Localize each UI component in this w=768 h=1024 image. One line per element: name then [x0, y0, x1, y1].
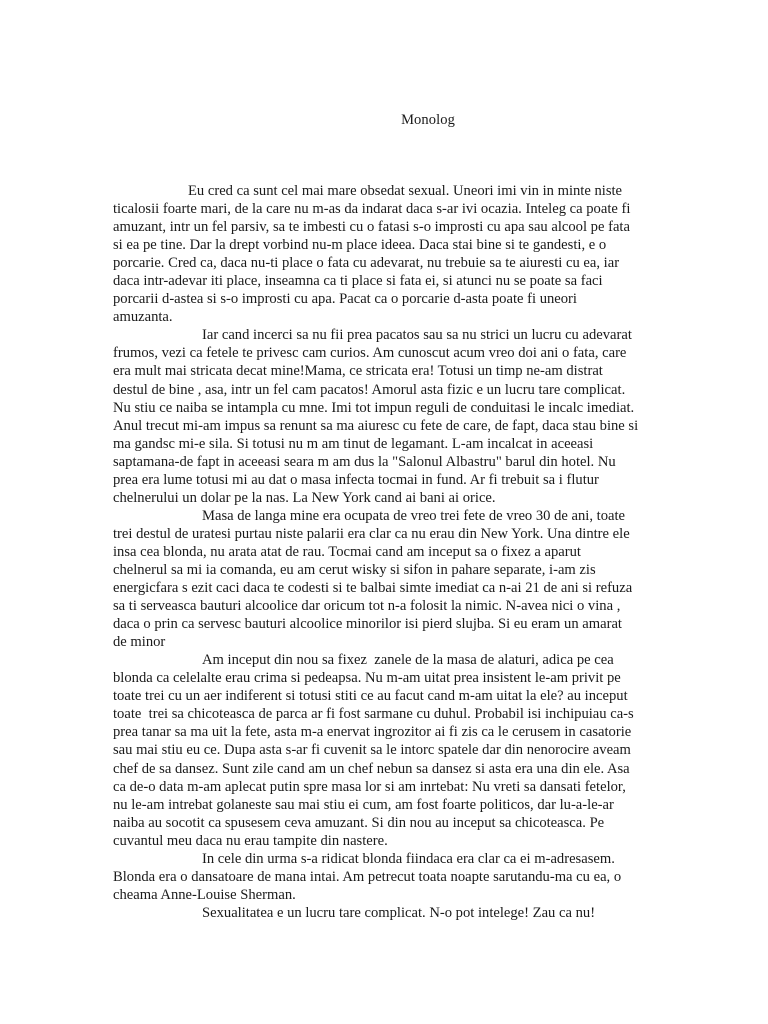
text-line: porcarie. Cred ca, daca nu-ti place o fata cu adevarat, nu trebuie sa te aiuresti cu ea, iar: [113, 255, 620, 272]
text-line: prea tanar sa ma uit la fete, asta m-a enervat ingrozitor ai fi zis ca le cerusem in casatorie: [113, 724, 632, 741]
text-line: In cele din urma s-a ridicat blonda fiindaca era clar ca ei m-adresasem.: [202, 850, 615, 867]
document-body: [113, 182, 643, 922]
text-line: daca intr-adevar iti place, inseamna ca ti place si fata ei, si atunci nu se poate sa faci: [113, 273, 603, 290]
text-line: Blonda era o dansatoare de mana intai. Am petrecut toata noapte sarutandu-ma cu ea, o: [113, 868, 622, 885]
paragraph-4: [113, 651, 643, 850]
text-line: sa ti serveasca bauturi alcoolice dar oricum tot n-a folosit la nimic. N-avea nici o vina ,: [113, 598, 621, 615]
paragraph-1: [113, 182, 643, 326]
paragraph-5: [113, 850, 643, 904]
text-line: era mult mai stricata decat mine!Mama, ce stricata era! Totusi un timp ne-am distrat: [113, 363, 603, 380]
text-line: chef de sa dansez. Sunt zile cand am un chef nebun sa dansez si asta era una din ele. Asa: [113, 760, 630, 777]
text-line: frumos, vezi ca fetele te privesc cam curios. Am cunoscut acum vreo doi ani o fata, care: [113, 345, 627, 362]
text-line: cheama Anne-Louise Sherman.: [113, 886, 296, 903]
text-line: Masa de langa mine era ocupata de vreo trei fete de vreo 30 de ani, toate: [202, 507, 626, 524]
text-line: cuvantul meu daca nu erau tampite din nastere.: [113, 832, 388, 849]
text-line: Am inceput din nou sa fixez zanele de la masa de alaturi, adica pe cea: [202, 652, 614, 669]
text-line: Sexualitatea e un lucru tare complicat. N-o pot intelege! Zau ca nu!: [202, 904, 596, 921]
text-line: sau mai stiu eu ce. Dupa asta s-ar fi cuvenit sa le intorc spatele dar din nenorocire aveam: [113, 742, 631, 759]
paragraph-2: [113, 326, 643, 506]
text-line: de minor: [113, 634, 166, 651]
text-line: toate trei cu un aer indiferent si totusi stiti ce au facut cand m-am uitat la ele? au inceput: [113, 688, 628, 705]
text-line: Eu cred ca sunt cel mai mare obsedat sexual. Uneori imi vin in minte niste: [188, 183, 623, 199]
text-line: ma gandsc mi-e sila. Si totusi nu m am tinut de legamant. L-am incalcat in aceeasi: [113, 435, 594, 452]
document-title: Monolog: [401, 112, 455, 128]
text-line: daca o prin ca servesc bauturi alcoolice minorilor isi pierd slujba. Si eu eram un amarat: [113, 616, 622, 633]
text-line: amuzanta.: [113, 309, 173, 326]
text-line: chelnerul sa mi ia comanda, eu am cerut wisky si sifon in pahare separate, i-am zis: [113, 561, 596, 578]
text-line: energicfara s ezit caci daca te codesti si te balbai simte imediat ca n-ai 21 de ani si refuza: [113, 580, 633, 597]
text-line: ticalosii foarte mari, de la care nu m-as da indarat daca s-ar ivi ocazia. Inteleg ca poate fi: [113, 201, 631, 218]
text-line: prea era lume totusi mi au dat o masa infecta tocmai in fund. Ar fi trebuit sa i flutur: [113, 471, 599, 488]
text-line: saptamana-de fapt in aceeasi seara m am dus la "Salonul Albastru" barul din hotel. Nu: [113, 453, 616, 470]
text-line: porcarii d-astea si s-o improsti cu apa. Pacat ca o porcarie d-asta poate fi uneori: [113, 291, 577, 308]
text-line: si ea pe tine. Dar la drept vorbind nu-m place ideea. Daca stai bine si te gandesti, e o: [113, 237, 607, 254]
text-line: amuzant, intr un fel parsiv, sa te imbesti cu o fatasi s-o improsti cu apa sau alcool pe fata: [113, 219, 630, 236]
text-line: Iar cand incerci sa nu fii prea pacatos sau sa nu strici un lucru cu adevarat: [202, 327, 632, 344]
text-line: destul de bine , asa, intr un fel cam pacatos! Amorul asta fizic e un lucru tare complicat.: [113, 381, 626, 398]
text-line: Nu stiu ce naiba se intampla cu mne. Imi tot impun reguli de conduitasi le incalc imediat.: [113, 399, 635, 416]
paragraph-3: [113, 507, 643, 651]
paragraph-6: [113, 904, 643, 922]
text-line: blonda ca celelalte erau crima si pedeapsa. Nu m-am uitat prea insistent le-am privit pe: [113, 670, 621, 687]
text-line: toate trei sa chicoteasca de parca ar fi fost sarmane cu duhul. Probabil isi inchipuiau ca-s: [113, 706, 634, 723]
text-line: ca de-o data m-am aplecat putin spre masa lor si am inrtebat: Nu vreti sa dansati fetelor,: [113, 778, 626, 795]
text-line: insa cea blonda, nu arata atat de rau. Tocmai cand am inceput sa o fixez a aparut: [113, 543, 581, 560]
text-line: nu le-am intrebat golaneste sau mai stiu ei cum, am fost foarte politicos, dar lu-a-le-ar: [113, 796, 614, 813]
text-line: trei destul de uratesi purtau niste palarii era clar ca nu erau din New York. Una dintre ele: [113, 525, 630, 542]
text-line: Anul trecut mi-am impus sa renunt sa ma aiuresc cu fete de care, de fapt, daca stau bine si: [113, 417, 639, 434]
text-line: chelnerului un dolar pe la nas. La New York cand ai bani ai orice.: [113, 489, 496, 506]
text-line: naiba au socotit ca spusesem ceva amuzant. Si din nou au inceput sa chicoteasca. Pe: [113, 814, 605, 831]
